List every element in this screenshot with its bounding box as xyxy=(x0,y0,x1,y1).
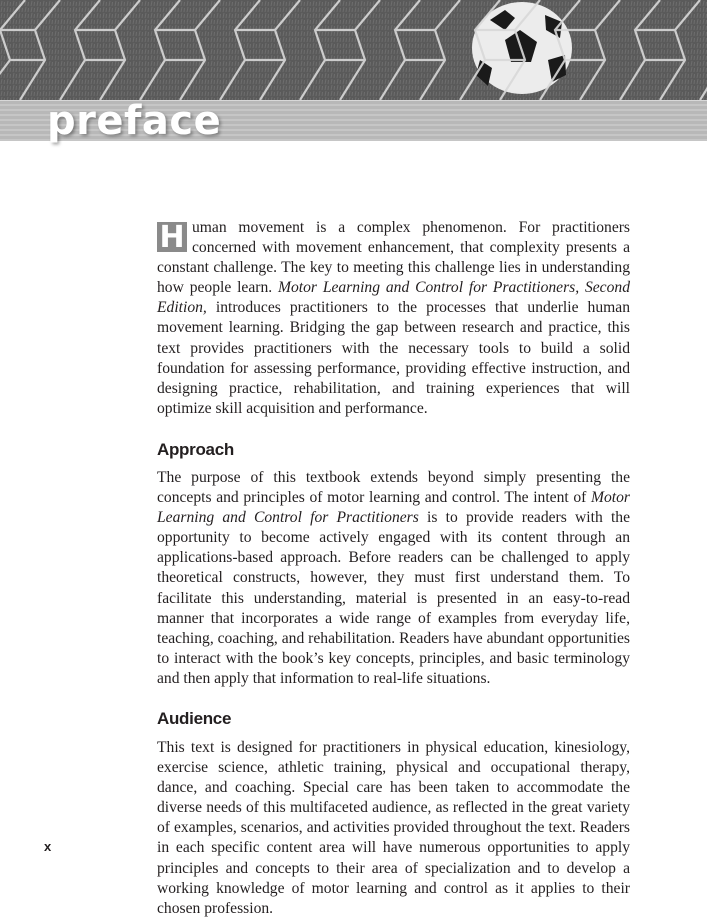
book-title: Motor Learning and Control for Practitioners xyxy=(157,489,630,527)
page-number: x xyxy=(44,839,52,854)
intro-paragraph: H uman movement is a complex phenomenon. For practitioners concerned with movement enhancement, that complexity presents a constant challenge. The key to meeting this challenge lies in understanding how people learn. Motor Learning and Control for Practitioners, Second Edition, introduces practitioners to the processes that underlie human movement learning. Bridging the gap between research and practice, this text provides practitioners with the necessary tools to build a solid foundation for assessing performance, providing effective instruction, and designing practice, rehabilitation, and training experiences that will optimize skill acquisition and performance. xyxy=(157,219,630,417)
header-banner-photo xyxy=(0,0,707,100)
preface-body xyxy=(157,218,630,919)
audience-paragraph: This text is designed for practitioners in physical education, kinesiology, exercise science, athletic training, physical and occupational therapy, dance, and coaching. Special care has been taken to accommodate the diverse needs of this multifaceted audience, as reflected in the great variety of examples, scenarios, and activities provided throughout the text. Readers in each specific content area will have numerous opportunities to apply principles and concepts to their area of specialization and to develop a working knowledge of motor learning and control as it applies to their chosen profession. xyxy=(157,738,630,917)
soccer-net-image xyxy=(0,0,707,100)
approach-paragraph: The purpose of this textbook extends beyond simply presenting the concepts and principles of motor learning and control. The intent of Motor Learning and Control for Practitioners is to provide readers with the opportunity to become actively engaged with its content through an applications-based approach. Before readers can be challenged to apply theoretical constructs, however, they must first understand them. To facilitate this understanding, material is presented in an easy-to-read manner that incorporates a wide range of examples from everyday life, teaching, coaching, and rehabilitation. Readers have abundant opportunities to interact with the book’s key concepts, principles, and basic terminology and then apply that information to real-life situations. xyxy=(157,468,630,687)
section-heading-audience: Audience xyxy=(157,708,232,728)
drop-cap: H xyxy=(157,222,187,252)
book-title: Motor Learning and Control for Practitioners, Second Edition, xyxy=(157,279,630,317)
section-heading-approach: Approach xyxy=(157,439,234,459)
chapter-title: preface xyxy=(47,98,222,144)
